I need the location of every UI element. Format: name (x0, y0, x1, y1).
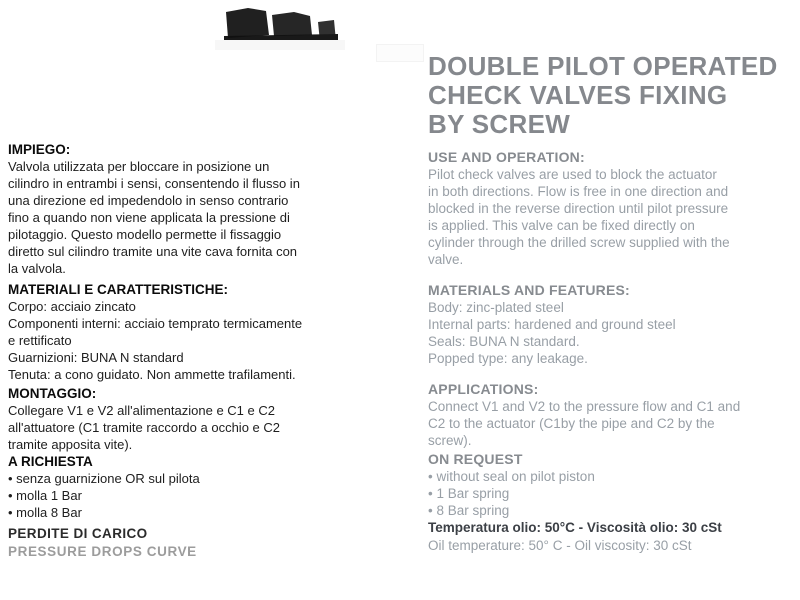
faded-photo-band (215, 40, 345, 50)
text-line: Guarnizioni: BUNA N standard (8, 350, 184, 365)
section-heading: A RICHIESTA (8, 454, 93, 469)
section-materiali (8, 281, 358, 383)
oil-spec-it: Temperatura olio: 50°C - Viscosità olio: 30 cSt (428, 520, 722, 535)
page-title-line: DOUBLE PILOT OPERATED (428, 51, 778, 81)
section-montaggio (8, 385, 358, 453)
bullet-item: • molla 1 Bar (8, 488, 82, 503)
section-applications (428, 381, 792, 449)
bullet-item: • senza guarnizione OR sul pilota (8, 471, 200, 486)
text-line: screw). (428, 433, 472, 448)
text-line: Valvola utilizzata per bloccare in posizione un (8, 159, 270, 174)
text-line: Body: zinc-plated steel (428, 300, 564, 315)
pressure-drops-label-en: PRESSURE DROPS CURVE (8, 544, 197, 559)
text-line: e rettificato (8, 333, 72, 348)
text-line: cylinder through the drilled screw supplied with the (428, 235, 730, 250)
text-line: Tenuta: a cono guidato. Non ammette trafilamenti. (8, 367, 296, 382)
section-materials-and-features (428, 282, 792, 367)
text-line: Componenti interni: acciaio temprato termicamente (8, 316, 303, 331)
text-line: diretto sul cilindro tramite una vite cava fornita con (8, 244, 298, 259)
text-line: cilindro in entrambi i sensi, consentendo il flusso in (8, 176, 300, 191)
section-heading: MATERIALS AND FEATURES: (428, 282, 630, 298)
text-line: una direzione ed impedendolo in senso contrario (8, 193, 289, 208)
page-title-line: BY SCREW (428, 109, 571, 139)
section-heading: ON REQUEST (428, 451, 523, 467)
faded-photo-outline (376, 44, 424, 62)
text-line: Internal parts: hardened and ground steel (428, 317, 676, 332)
text-line: Pilot check valves are used to block the actuator (428, 167, 717, 182)
oil-spec-en: Oil temperature: 50° C - Oil viscosity: 30 cSt (428, 538, 692, 553)
italian-column (8, 141, 358, 561)
page-title-line: CHECK VALVES FIXING (428, 80, 728, 110)
text-line: Collegare V1 e V2 all'alimentazione e C1 e C2 (8, 403, 275, 418)
text-line: C2 to the actuator (C1by the pipe and C2 by the (428, 416, 715, 431)
section-heading: MONTAGGIO: (8, 386, 97, 401)
oil-spec-caption (428, 519, 792, 555)
bullet-item: • 8 Bar spring (428, 503, 510, 518)
bullet-item: • without seal on pilot piston (428, 469, 595, 484)
section-use-and-operation (428, 149, 792, 268)
bullet-item: • molla 8 Bar (8, 505, 82, 520)
text-line: Popped type: any leakage. (428, 351, 588, 366)
pressure-drops-caption (8, 525, 358, 561)
section-on-request (428, 451, 792, 519)
section-impiego (8, 141, 358, 277)
section-heading: USE AND OPERATION: (428, 149, 585, 165)
text-line: Connect V1 and V2 to the pressure flow and C1 and (428, 399, 741, 414)
text-line: all'attuatore (C1 tramite raccordo a occhio e C2 (8, 420, 280, 435)
text-line: Corpo: acciaio zincato (8, 299, 136, 314)
text-line: in both directions. Flow is free in one direction and (428, 184, 729, 199)
page-title (428, 52, 792, 139)
section-heading: IMPIEGO: (8, 142, 71, 157)
text-line: valve. (428, 252, 464, 267)
text-line: tramite apposita vite). (8, 437, 133, 452)
text-line: fino a quando non viene applicata la pressione di (8, 210, 290, 225)
english-column (428, 52, 792, 555)
text-line: is applied. This valve can be fixed directly on (428, 218, 695, 233)
pressure-drops-label-it: PERDITE DI CARICO (8, 526, 148, 541)
section-a-richiesta (8, 453, 358, 521)
section-heading: MATERIALI E CARATTERISTICHE: (8, 282, 228, 297)
text-line: Seals: BUNA N standard. (428, 334, 580, 349)
section-heading: APPLICATIONS: (428, 381, 539, 397)
text-line: pilotaggio. Questo modello permette il fissaggio (8, 227, 282, 242)
text-line: la valvola. (8, 261, 66, 276)
text-line: blocked in the reverse direction until pilot pressure (428, 201, 729, 216)
bullet-item: • 1 Bar spring (428, 486, 510, 501)
